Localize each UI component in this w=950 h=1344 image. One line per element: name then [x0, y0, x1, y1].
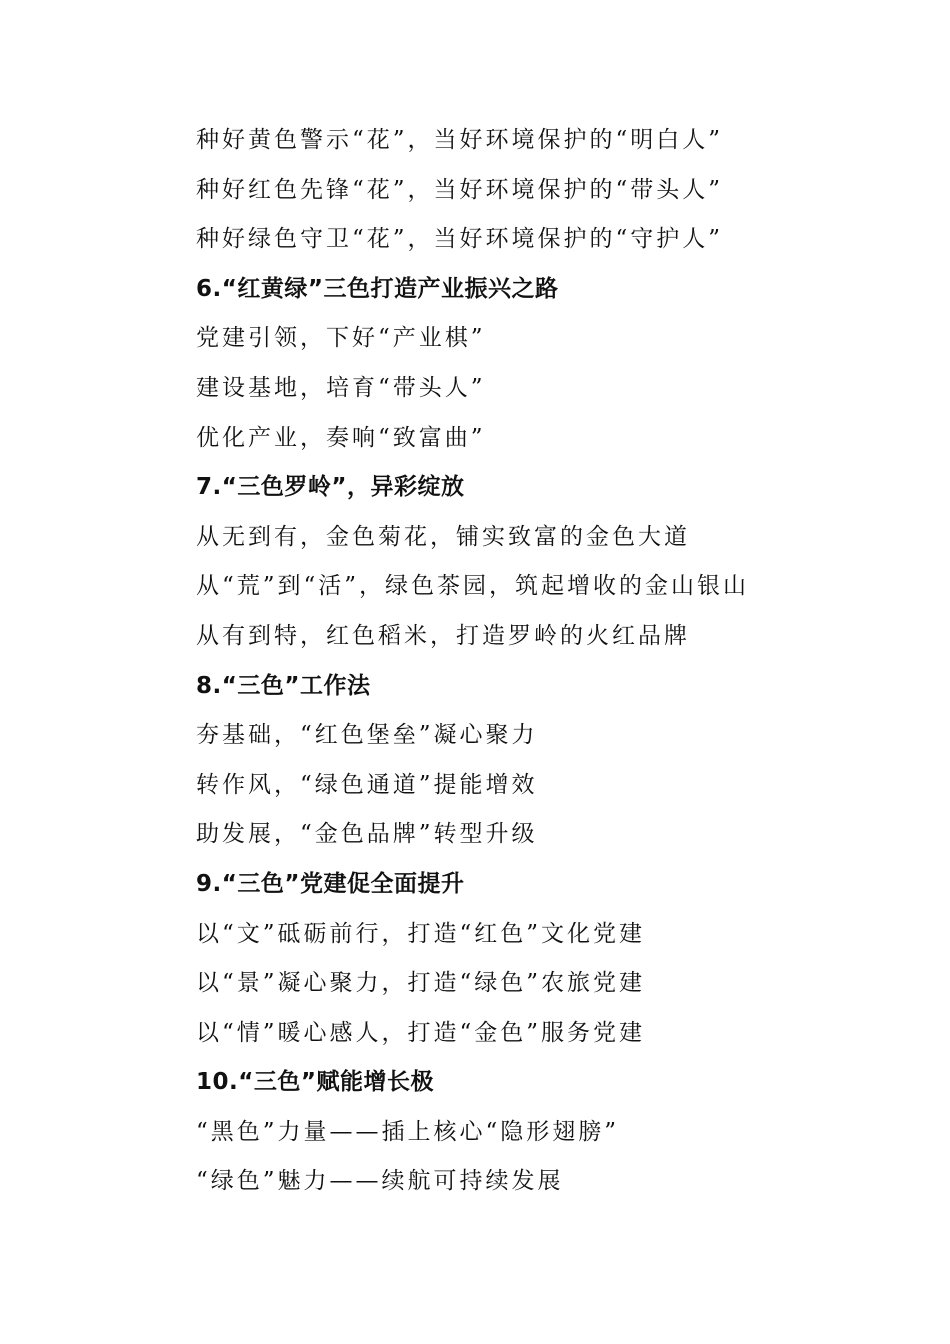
list-item: “黑色”力量——插上核心“隐形翅膀”: [196, 1118, 620, 1145]
list-item: 以“文”砥砺前行，打造“红色”文化党建: [196, 920, 646, 947]
section-heading: 7.“三色罗岭”，异彩绽放: [196, 474, 465, 501]
list-item: 种好黄色警示“花”，当好环境保护的“明白人”: [196, 127, 724, 153]
document-body: [196, 116, 916, 1207]
section-heading: 9.“三色”党建促全面提升: [196, 870, 465, 897]
section-heading: 6.“红黄绿”三色打造产业振兴之路: [196, 275, 559, 302]
list-item: 从无到有，金色菊花，铺实致富的金色大道: [196, 523, 690, 550]
section-heading: 10.“三色”赋能增长极: [196, 1069, 434, 1096]
list-item: 以“景”凝心聚力，打造“绿色”农旅党建: [196, 970, 646, 997]
list-item: 夯基础，“红色堡垒”凝心聚力: [196, 722, 538, 749]
section-heading: 8.“三色”工作法: [196, 672, 371, 699]
list-item: 种好绿色守卫“花”，当好环境保护的“守护人”: [196, 226, 724, 253]
list-item: 转作风，“绿色通道”提能增效: [196, 771, 538, 798]
list-item: 助发展，“金色品牌”转型升级: [196, 821, 538, 848]
list-item: 种好红色先锋“花”，当好环境保护的“带头人”: [196, 176, 724, 203]
list-item: 优化产业，奏响“致富曲”: [196, 424, 486, 451]
list-item: 以“情”暖心感人，打造“金色”服务党建: [196, 1019, 646, 1046]
list-item: 党建引领，下好“产业棋”: [196, 325, 486, 352]
list-item: 建设基地，培育“带头人”: [196, 374, 486, 401]
list-item: “绿色”魅力——续航可持续发展: [196, 1168, 564, 1195]
list-item: 从有到特，红色稻米，打造罗岭的火红品牌: [196, 622, 690, 649]
list-item: 从“荒”到“活”，绿色茶园，筑起增收的金山银山: [196, 573, 750, 600]
